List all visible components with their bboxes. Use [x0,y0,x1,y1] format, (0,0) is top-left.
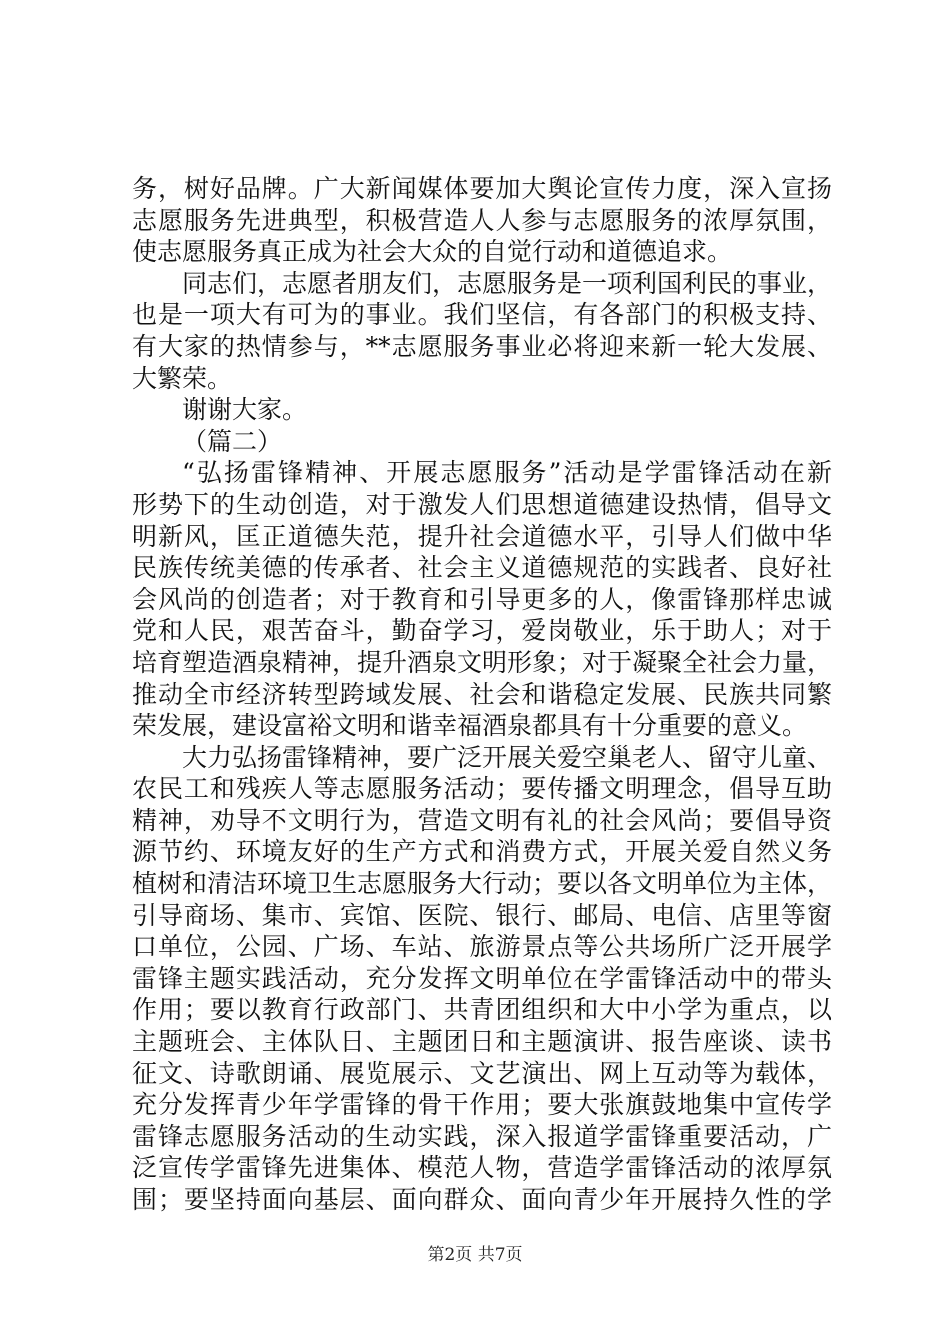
text-line: 雷锋志愿服务活动的生动实践，深入报道学雷锋重要活动，广 [132,1121,832,1151]
text-line: 主题班会、主体队日、主题团日和主题演讲、报告座谈、读书 [132,1027,832,1057]
page-number-footer: 第2页 共7页 [427,1245,523,1265]
document-body [132,173,832,1216]
text-line: 泛宣传学雷锋先进集体、模范人物，营造学雷锋活动的浓厚氛 [132,1153,832,1183]
text-line: 植树和清洁环境卫生志愿服务大行动；要以各文明单位为主体， [132,869,833,899]
text-line: 也是一项大有可为的事业。我们坚信，有各部门的积极支持、 [132,300,832,330]
text-line: 党和人民，艰苦奋斗，勤奋学习，爱岗敬业，乐于助人；对于 [132,616,832,646]
text-line: 培育塑造酒泉精神，提升酒泉文明形象；对于凝聚全社会力量， [132,647,833,677]
text-line: 荣发展，建设富裕文明和谐幸福酒泉都具有十分重要的意义。 [132,711,808,741]
text-line: 作用；要以教育行政部门、共青团组织和大中小学为重点，以 [132,995,832,1025]
text-line: 大繁荣。 [132,363,233,393]
text-line: 会风尚的创造者；对于教育和引导更多的人，像雷锋那样忠诚 [132,584,832,614]
text-line: 源节约、环境友好的生产方式和消费方式，开展关爱自然义务 [132,837,832,867]
text-line: 充分发挥青少年学雷锋的骨干作用；要大张旗鼓地集中宣传学 [132,1090,832,1120]
text-line: 精神，劝导不文明行为，营造文明有礼的社会风尚；要倡导资 [132,805,832,835]
section-heading: （篇二） [182,426,283,456]
text-line: 雷锋主题实践活动，充分发挥文明单位在学雷锋活动中的带头 [132,963,832,993]
text-line: 志愿服务先进典型，积极营造人人参与志愿服务的浓厚氛围， [132,205,832,235]
text-line: 口单位，公园、广场、车站、旅游景点等公共场所广泛开展学 [132,932,832,962]
text-line: 明新风，匡正道德失范，提升社会道德水平，引导人们做中华 [132,521,832,551]
text-line: 大力弘扬雷锋精神，要广泛开展关爱空巢老人、留守儿童、 [182,742,833,772]
text-line: 形势下的生动创造，对于激发人们思想道德建设热情，倡导文 [132,489,832,519]
text-line: 谢谢大家。 [182,395,308,425]
text-line: 引导商场、集市、宾馆、医院、银行、邮局、电信、店里等窗 [132,900,832,930]
text-line: 推动全市经济转型跨域发展、社会和谐稳定发展、民族共同繁 [132,679,832,709]
text-line: 同志们，志愿者朋友们，志愿服务是一项利国利民的事业， [182,268,833,298]
text-line: 民族传统美德的传承者、社会主义道德规范的实践者、良好社 [132,553,832,583]
text-line: 农民工和残疾人等志愿服务活动；要传播文明理念，倡导互助 [132,774,832,804]
text-line: 使志愿服务真正成为社会大众的自觉行动和道德追求。 [132,237,733,267]
text-line: 征文、诗歌朗诵、展览展示、文艺演出、网上互动等为载体， [132,1058,832,1088]
text-line: “弘扬雷锋精神、开展志愿服务”活动是学雷锋活动在新 [182,458,832,488]
text-line: 围；要坚持面向基层、面向群众、面向青少年开展持久性的学 [132,1185,832,1214]
text-line: 务，树好品牌。广大新闻媒体要加大舆论宣传力度，深入宣扬 [132,174,832,203]
text-line: 有大家的热情参与，**志愿服务事业必将迎来新一轮大发展、 [132,331,832,361]
